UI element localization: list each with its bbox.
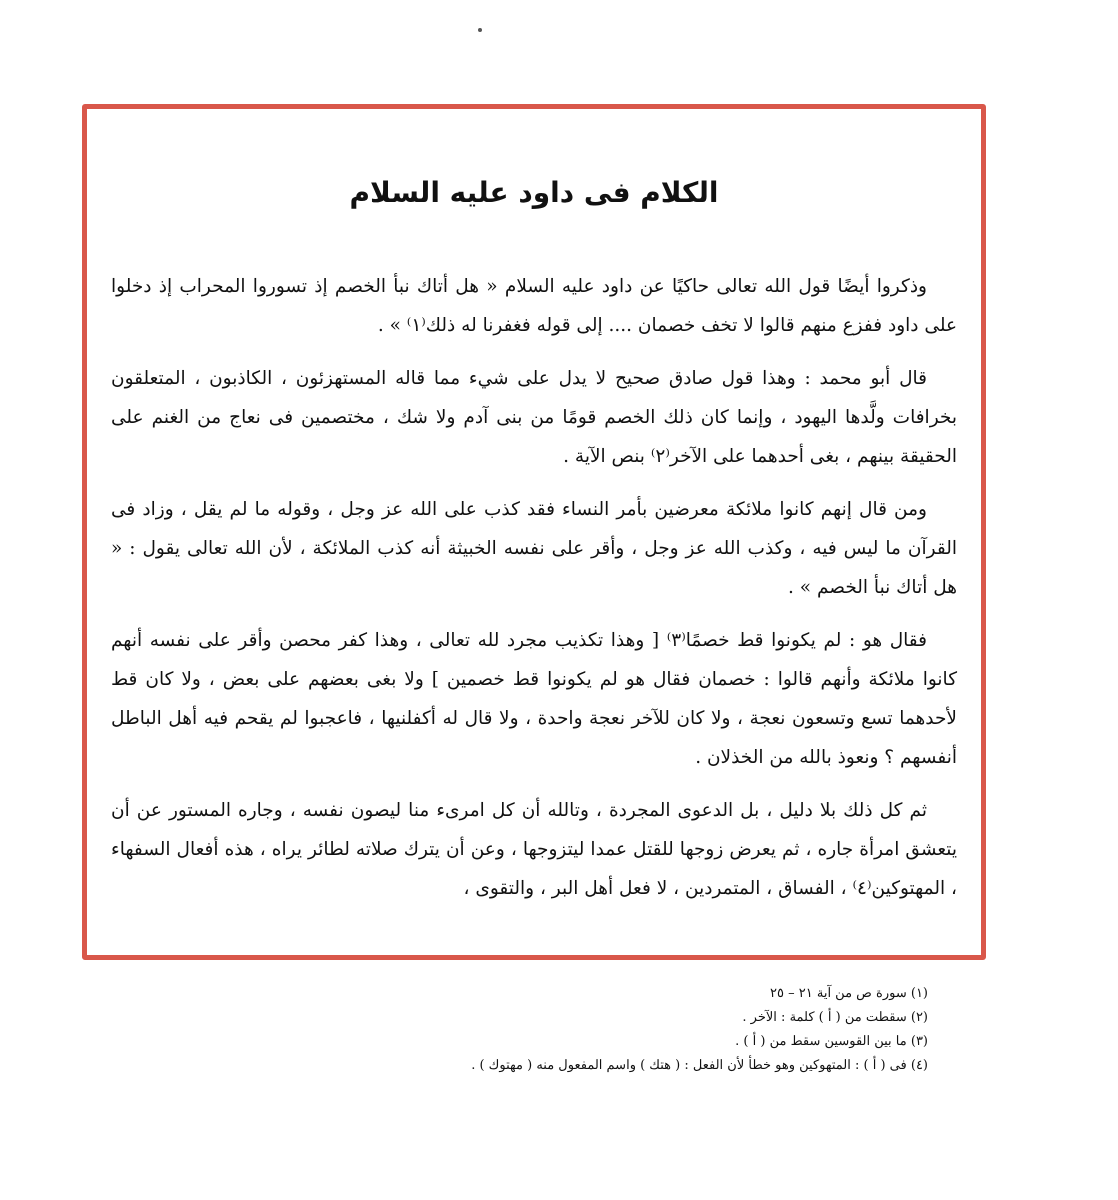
page-mark <box>478 28 482 32</box>
passage-body <box>111 267 957 922</box>
footnote-1: (١) سورة ص من آية ٢١ – ٢٥ <box>770 986 928 1001</box>
paragraph-1: وذكروا أيضًا قول الله تعالى حاكيًا عن داود عليه السلام « هل أتاك نبأ الخصم إذ تسوروا المحراب إذ دخلوا على داود ففزع منهم قالوا لا تخف خصمان .... إلى قوله فغفرنا له ذلك⁽١⁾ » . <box>111 276 957 336</box>
footnote-3: (٣) ما بين القوسين سقط من ( أ ) . <box>735 1034 928 1049</box>
footnotes <box>150 982 928 1078</box>
highlighted-passage-frame <box>82 104 986 960</box>
paragraph-3: ومن قال إنهم كانوا ملائكة معرضين بأمر النساء فقد كذب على الله عز وجل ، وقوله ما لم يقل ، وزاد فى القرآن ما ليس فيه ، وكذب الله عز وجل ، وأقر على نفسه الخبيثة أنه كذب الملائكة ، لأن الله تعالى يقول : « هل أتاك نبأ الخصم » . <box>111 499 957 598</box>
paragraph-5: ثم كل ذلك بلا دليل ، بل الدعوى المجردة ، وتالله أن كل امرىء منا ليصون نفسه ، وجاره المستور عن أن يتعشق امرأة جاره ، ثم يعرض زوجها للقتل عمدا ليتزوجها ، وعن أن يترك صلاته لطائر يراه ، هذه أفعال السفهاء ، المهتوكين⁽٤⁾ ، الفساق ، المتمردين ، لا فعل أهل البر ، والتقوى ، <box>111 800 957 899</box>
footnote-4: (٤) فى ( أ ) : المتهوكين وهو خطأ لأن الفعل : ( هتك ) واسم المفعول منه ( مهتوك ) . <box>471 1058 928 1073</box>
paragraph-2: قال أبو محمد : وهذا قول صادق صحيح لا يدل على شيء مما قاله المستهزئون ، الكاذبون ، المتعلقون بخرافات ولَّدها اليهود ، وإنما كان ذلك الخصم قومًا من بنى آدم ولا شك ، مختصمين فى نعاج من الغنم على الحقيقة بينهم ، بغى أحدهما على الآخر⁽٢⁾ بنص الآية . <box>111 368 957 467</box>
paragraph-4: فقال هو : لم يكونوا قط خصمًا⁽٣⁾ [ وهذا تكذيب مجرد لله تعالى ، وهذا كفر محصن وأقر على نفسه أنهم كانوا ملائكة وأنهم قالوا : خصمان فقال هو لم يكونوا قط خصمين ] ولا بغى بعضهم على بعض ، ولا كان قط لأحدهما تسع وتسعون نعجة ، ولا كان للآخر نعجة واحدة ، ولا قال له أكفلنيها ، فاعجبوا لم يقحم فيه أهل الباطل أنفسهم ؟ ونعوذ بالله من الخذلان . <box>111 630 957 768</box>
footnote-2: (٢) سقطت من ( أ ) كلمة : الآخر . <box>742 1010 928 1025</box>
chapter-title: الكلام فى داود عليه السلام <box>349 176 719 209</box>
